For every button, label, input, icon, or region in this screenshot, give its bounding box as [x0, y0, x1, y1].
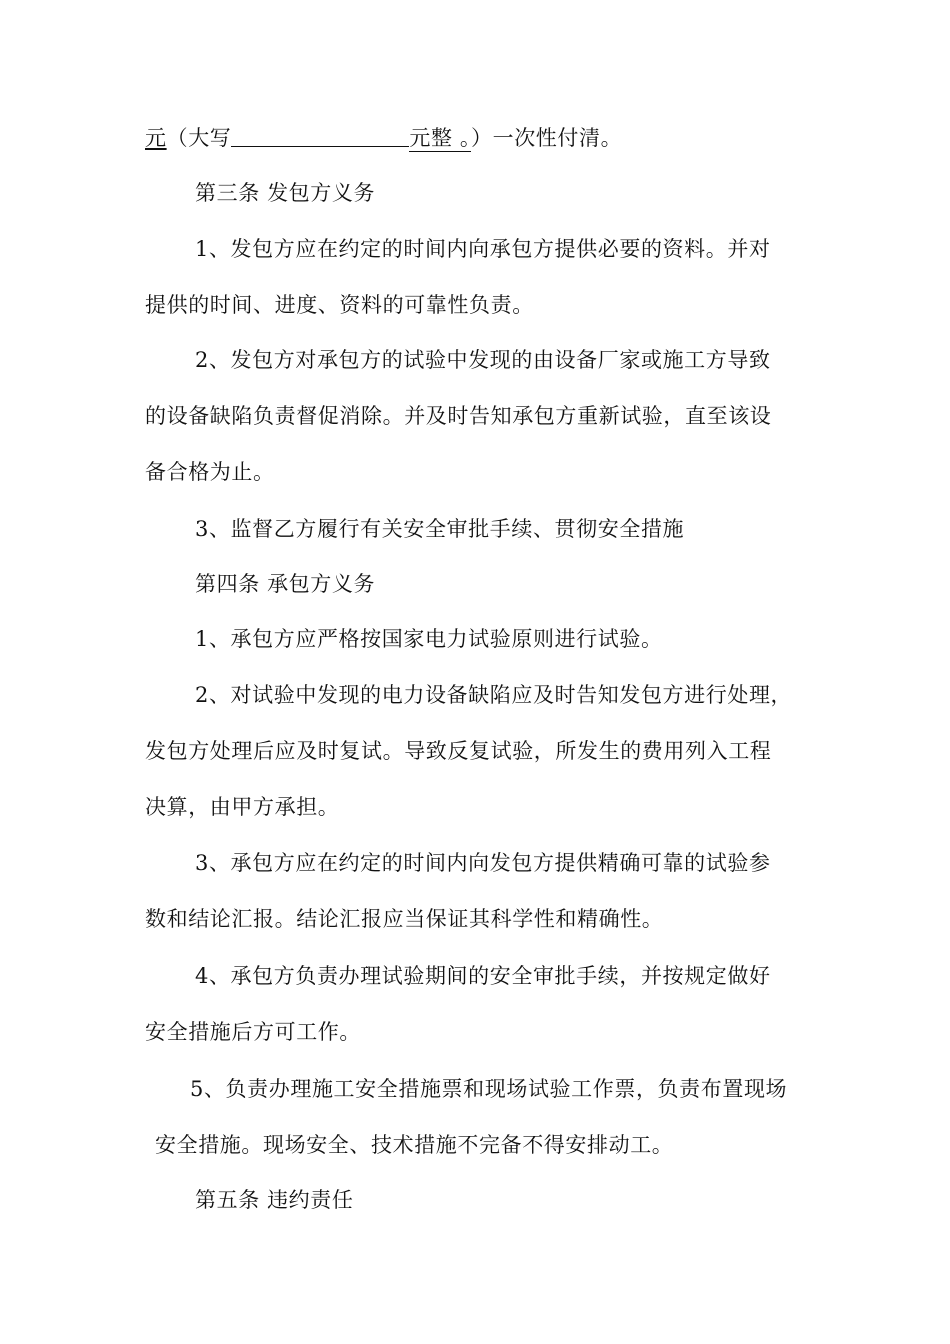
article-4-item-3-cont: 数和结论汇报。结论汇报应当保证其科学性和精确性。: [145, 907, 664, 931]
article-4-item-3: 3、承包方应在约定的时间内向发包方提供精确可靠的试验参: [195, 851, 771, 875]
amount-blank: [231, 126, 409, 147]
payment-terms: ）一次性付清。: [471, 126, 623, 150]
article-4-item-5-cont: 安全措施。现场安全、技术措施不完备不得安排动工。: [155, 1133, 674, 1157]
amount-suffix: 元整 。: [409, 126, 471, 150]
uppercase-label: （大写: [166, 126, 232, 150]
article-4-heading: 第四条 承包方义务: [195, 572, 376, 596]
article-4-item-1: 1、承包方应严格按国家电力试验原则进行试验。: [195, 627, 663, 651]
currency-unit: 元: [145, 126, 167, 150]
article-4-item-2-cont-2: 决算，由甲方承担。: [145, 795, 340, 819]
article-3-heading: 第三条 发包方义务: [195, 181, 376, 205]
article-4-item-4: 4、承包方负责办理试验期间的安全审批手续，并按规定做好: [195, 964, 771, 988]
article-4-item-4-cont: 安全措施后方可工作。: [145, 1020, 361, 1044]
article-3-item-2-cont-2: 备合格为止。: [145, 460, 275, 484]
article-3-item-1-cont: 提供的时间、进度、资料的可靠性负责。: [145, 293, 534, 317]
article-4-item-2-cont: 发包方处理后应及时复试。导致反复试验，所发生的费用列入工程: [145, 739, 772, 763]
article-3-item-2: 2、发包方对承包方的试验中发现的由设备厂家或施工方导致: [195, 348, 771, 372]
article-4-item-2: 2、对试验中发现的电力设备缺陷应及时告知发包方进行处理，: [195, 683, 793, 707]
article-3-item-2-cont: 的设备缺陷负责督促消除。并及时告知承包方重新试验，直至该设: [145, 404, 772, 428]
article-5-heading: 第五条 违约责任: [195, 1188, 354, 1212]
article-4-item-5: 5、负责办理施工安全措施票和现场试验工作票，负责布置现场: [190, 1077, 788, 1101]
payment-line: [145, 124, 622, 152]
article-3-item-1: 1、发包方应在约定的时间内向承包方提供必要的资料。并对: [195, 237, 771, 261]
article-3-item-3: 3、监督乙方履行有关安全审批手续、贯彻安全措施: [195, 517, 685, 541]
